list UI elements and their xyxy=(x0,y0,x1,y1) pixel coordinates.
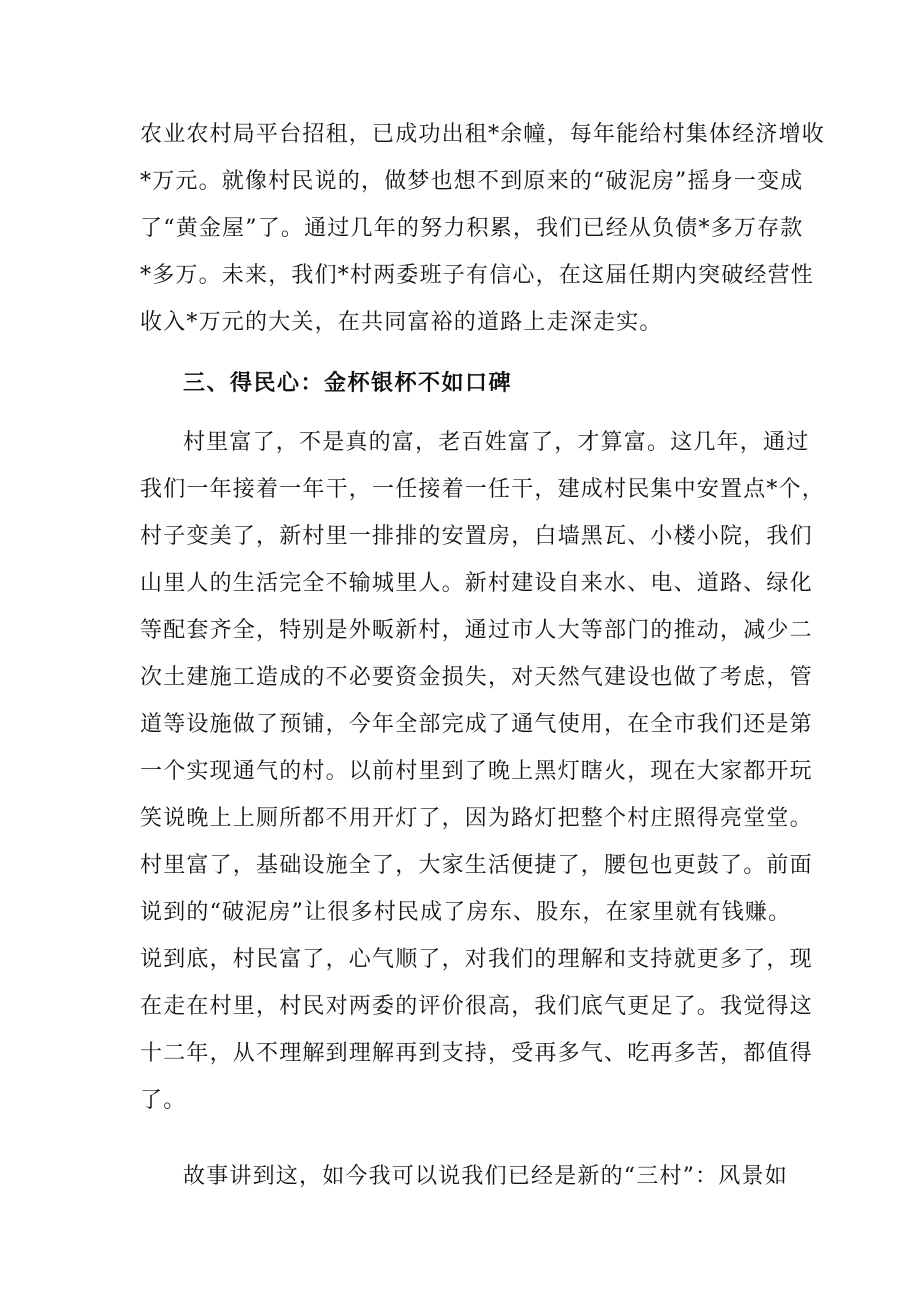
paragraph-line: *多万。未来，我们*村两委班子有信心，在这届任期内突破经营性 xyxy=(140,263,815,288)
paragraph-line: 道等设施做了预铺，今年全部完成了通气使用，在全市我们还是第 xyxy=(140,712,813,737)
paragraph-line: 故事讲到这，如今我可以说我们已经是新的“三村”：风景如 xyxy=(183,1164,788,1189)
paragraph-line: 我们一年接着一年干，一任接着一任干，建成村民集中安置点*个， xyxy=(140,477,826,502)
paragraph-line: 村子变美了，新村里一排排的安置房，白墙黑瓦、小楼小院，我们 xyxy=(140,524,813,549)
paragraph-line: 说到的“破泥房”让很多村民成了房东、股东，在家里就有钱赚。 xyxy=(140,900,792,925)
paragraph-line: 说到底，村民富了，心气顺了，对我们的理解和支持就更多了，现 xyxy=(140,947,813,972)
paragraph-line: 收入*万元的大关，在共同富裕的道路上走深走实。 xyxy=(140,310,663,335)
paragraph-line: 农业农村局平台招租，已成功出租*余幢，每年能给村集体经济增收 xyxy=(140,122,826,147)
section-heading: 三、得民心：金杯银杯不如口碑 xyxy=(183,371,513,396)
paragraph-line: 十二年，从不理解到理解再到支持，受再多气、吃再多苦，都值得 xyxy=(140,1041,813,1066)
paragraph-line: 了“黄金屋”了。通过几年的努力积累，我们已经从负债*多万存款 xyxy=(140,216,804,241)
paragraph-line: 了。 xyxy=(140,1088,187,1113)
paragraph-line: 笑说晚上上厕所都不用开灯了，因为路灯把整个村庄照得亮堂堂。 xyxy=(140,806,813,831)
paragraph-line: 等配套齐全，特别是外畈新村，通过市人大等部门的推动，减少二 xyxy=(140,618,813,643)
paragraph-line: *万元。就像村民说的，做梦也想不到原来的“破泥房”摇身一变成 xyxy=(140,169,804,194)
paragraph-line: 在走在村里，村民对两委的评价很高，我们底气更足了。我觉得这 xyxy=(140,994,813,1019)
paragraph-line: 村里富了，不是真的富，老百姓富了，才算富。这几年，通过 xyxy=(183,430,810,455)
paragraph-line: 次土建施工造成的不必要资金损失，对天然气建设也做了考虑，管 xyxy=(140,665,813,690)
paragraph-line: 一个实现通气的村。以前村里到了晚上黑灯瞎火，现在大家都开玩 xyxy=(140,759,813,784)
paragraph-line: 山里人的生活完全不输城里人。新村建设自来水、电、道路、绿化 xyxy=(140,571,813,596)
paragraph-line: 村里富了，基础设施全了，大家生活便捷了，腰包也更鼓了。前面 xyxy=(140,853,813,878)
